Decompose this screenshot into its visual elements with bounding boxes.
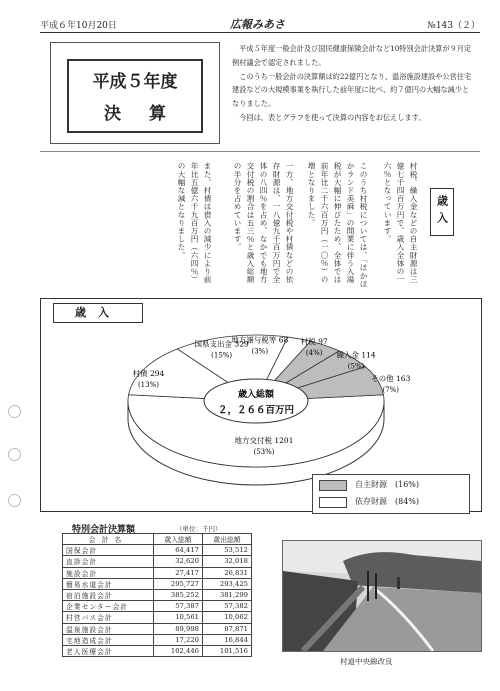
header-date: 平成６年10月20日	[40, 21, 117, 31]
page-header	[40, 14, 480, 34]
legend-item-dependent: 依存財源 (84%)	[319, 496, 419, 510]
revenue-column: このうち村税については、「ほかほかランド美麻」の開業に伴う入湯税が大幅に伸びたため、全体では前年比二千六百万円（一〇％）の増となりました。	[307, 162, 368, 288]
col-header-revenue: 歳入総額	[154, 534, 203, 545]
revenue-total: 295,727	[154, 578, 203, 589]
revenue-heading: 歳入	[430, 188, 454, 236]
expenditure-total: 101,516	[203, 645, 252, 656]
table-row	[63, 545, 252, 556]
revenue-total: 89,998	[154, 623, 203, 634]
title-box	[50, 42, 220, 144]
pie-slice-label: その他 163	[371, 373, 411, 383]
binder-hole	[8, 494, 21, 507]
pie-slice-label: 地方交付税 1201	[234, 436, 294, 445]
photo-caption: 村道中央線改良	[340, 657, 393, 666]
expenditure-total: 381,299	[203, 589, 252, 600]
pie-slice-percent: (4%)	[305, 348, 323, 357]
expenditure-total: 53,512	[203, 545, 252, 556]
section-divider	[40, 151, 480, 152]
account-name: 宅地造成会計	[63, 634, 154, 645]
revenue-total: 385,252	[154, 589, 203, 600]
binder-hole	[8, 448, 21, 461]
expenditure-total: 26,831	[203, 567, 252, 578]
pie-slice-label: 村債 294	[132, 369, 165, 379]
table-row	[63, 556, 252, 567]
pie-slice-percent: (15%)	[211, 351, 233, 360]
table-row	[63, 601, 252, 612]
expenditure-total: 16,844	[203, 634, 252, 645]
account-name: 簡易水道会計	[63, 578, 154, 589]
account-name: 直診会計	[63, 556, 154, 567]
intro-text	[232, 42, 472, 125]
legend-swatch	[319, 497, 347, 508]
table-row	[63, 567, 252, 578]
special-accounts-unit: （単位：千円）	[176, 525, 222, 533]
binder-hole	[8, 405, 21, 418]
account-name: 宿泊施設会計	[63, 589, 154, 600]
table-row	[63, 589, 252, 600]
revenue-total: 64,417	[154, 545, 203, 556]
pie-slice-percent: (53%)	[253, 448, 275, 456]
expenditure-total: 87,871	[203, 623, 252, 634]
pie-center-label: 歳入総額	[237, 390, 275, 400]
title-line2: 決算	[104, 104, 194, 124]
revenue-total: 57,387	[154, 601, 203, 612]
col-header-expenditure: 歳出総額	[203, 534, 252, 545]
title-frame	[67, 59, 203, 133]
pie-slice-percent: (13%)	[137, 381, 159, 390]
intro-paragraph: 今回は、表とグラフを使って決算の内容をお伝えします。	[239, 112, 426, 122]
title-line1: 平成５年度	[92, 72, 178, 92]
expenditure-total: 57,382	[203, 601, 252, 612]
header-rule	[40, 32, 480, 33]
pie-slice-label: 繰入金 114	[336, 350, 376, 360]
pie-slice-percent: (5%)	[347, 362, 365, 371]
legend-item-own: 自主財源 (16%)	[319, 479, 419, 493]
pie-center	[204, 379, 308, 423]
chart-title: 歳入	[53, 303, 143, 323]
revenue-total: 102,446	[154, 645, 203, 656]
revenue-total: 27,417	[154, 567, 203, 578]
road-photo	[282, 540, 482, 652]
revenue-column: 村税、繰入金などの自主財源は三億七千四百万円で、歳入全体の一六％となっています。	[383, 162, 418, 284]
pie-slice-percent: (3%)	[251, 347, 269, 356]
account-name: 施設会計	[63, 567, 154, 578]
table-row	[63, 612, 252, 623]
photo-image	[283, 541, 481, 651]
account-name: 温泉施設会計	[63, 623, 154, 634]
expenditure-total: 32,018	[203, 556, 252, 567]
table-row	[63, 645, 252, 656]
legend-swatch	[319, 480, 347, 491]
revenue-column: また、村債は借入の減少により前年比五億六千九百万円（六四％）の大幅な減となりました。	[177, 162, 212, 284]
revenue-total: 10,561	[154, 612, 203, 623]
table-header-row	[63, 534, 252, 545]
account-name: 国保会計	[63, 545, 154, 556]
table-row	[63, 623, 252, 634]
account-name: 老人医療会計	[63, 645, 154, 656]
chart-legend	[312, 474, 470, 514]
pie-slice-percent: (7%)	[382, 385, 400, 394]
intro-paragraph: 平成５年度一般会計及び国民健康保険会計など10特別会計決算が９月定例村議会で認定されました。	[232, 44, 472, 67]
account-name: 村営バス会計	[63, 612, 154, 623]
revenue-column: 一方、地方交付税や村債などの依存財源は、一八億九千百万円で全体の八四％を占め、なかでも地方交付税の割合は五三％と歳入総額の半分を占めています。	[233, 162, 294, 284]
expenditure-total: 10,062	[203, 612, 252, 623]
revenue-total: 32,620	[154, 556, 203, 567]
table-row	[63, 634, 252, 645]
special-accounts-table	[62, 533, 252, 657]
issue-number: №143（２）	[427, 21, 480, 31]
pie-slice-label: 地方譲与税等 68	[231, 335, 289, 345]
intro-paragraph: このうち一般会計の決算額は約22億円となり、温浴施設建設や公営住宅建設などの大規模事業を執行した前年度に比べ、約７億円の大幅な減少となりました。	[232, 71, 472, 109]
special-accounts-title: 特別会計決算額	[72, 525, 136, 535]
expenditure-total: 293,425	[203, 578, 252, 589]
col-header-account: 会計名	[63, 534, 154, 545]
publication-title: 広報みあさ	[230, 18, 285, 31]
pie-center-value: ２，２６６百万円	[217, 405, 295, 416]
revenue-total: 17,220	[154, 634, 203, 645]
account-name: 企業センター会計	[63, 601, 154, 612]
pie-slice-label: 国県支出金 329	[194, 339, 249, 349]
pie-slice-label: 村税 97	[300, 336, 328, 346]
table-row	[63, 578, 252, 589]
